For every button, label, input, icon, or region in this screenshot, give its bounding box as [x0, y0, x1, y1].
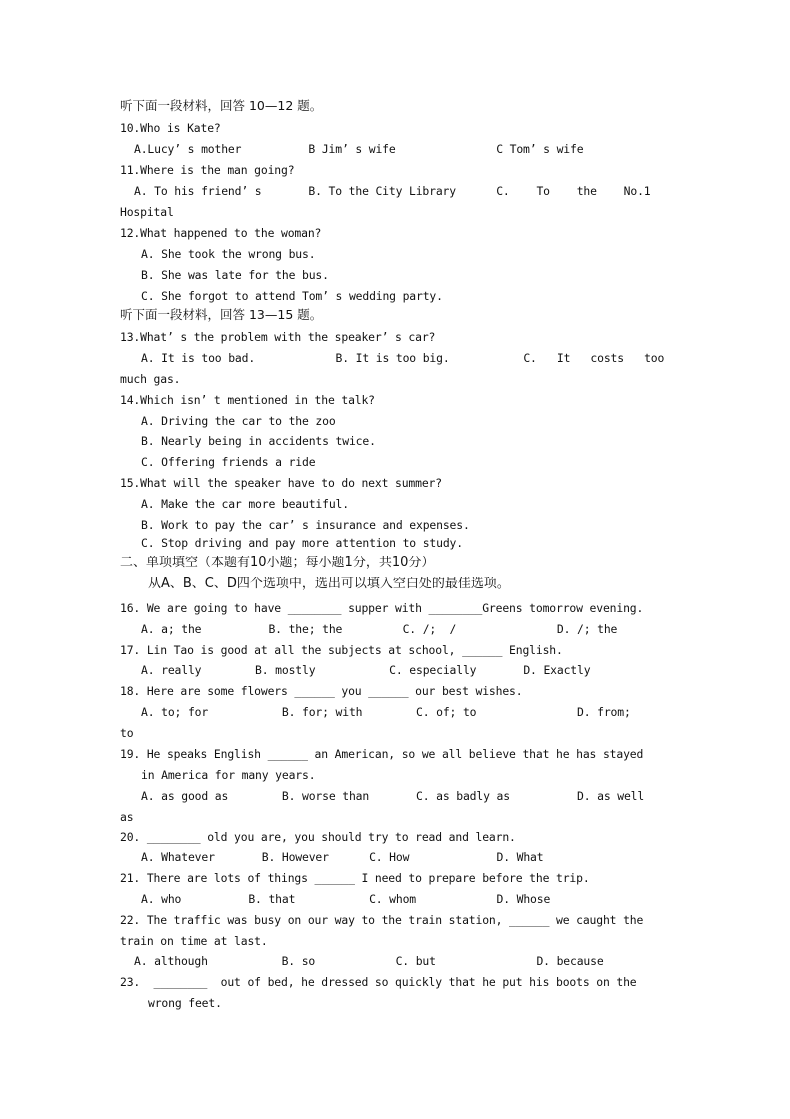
option-12-c: C. She forgot to attend Tom’ s wedding party. [141, 289, 443, 303]
option-14-a: A. Driving the car to the zoo [141, 414, 336, 428]
options-16: A. a; the B. the; the C. /; / D. /; the [141, 622, 618, 636]
options-13: A. It is too bad. B. It is too big. C. It costs too [141, 351, 665, 365]
options-19-wrap: as [120, 810, 134, 824]
question-11: 11.Where is the man going? [120, 163, 295, 177]
question-17: 17. Lin Tao is good at all the subjects at school, ______ English. [120, 643, 563, 657]
question-21: 21. There are lots of things ______ I need to prepare before the trip. [120, 871, 590, 885]
question-13: 13.What’ s the problem with the speaker’ s car? [120, 330, 436, 344]
question-19: 19. He speaks English ______ an American, so we all believe that he has stayed [120, 747, 644, 761]
options-20: A. Whatever B. However C. How D. What [141, 850, 544, 864]
question-20: 20. ________ old you are, you should try to read and learn. [120, 830, 516, 844]
question-22-wrap: train on time at last. [120, 934, 268, 948]
section-heading: 二、单项填空（本题有10小题；每小题1分，共10分） [120, 556, 435, 570]
question-22: 22. The traffic was busy on our way to the train station, ______ we caught the [120, 913, 644, 927]
question-14: 14.Which isn’ t mentioned in the talk? [120, 393, 375, 407]
listening-instruction: 听下面一段材料，回答 10—12 题。 [120, 99, 323, 113]
question-23-wrap: wrong feet. [148, 996, 222, 1010]
options-10: A.Lucy’ s mother B Jim’ s wife C Tom’ s wife [134, 142, 584, 156]
listening-instruction: 听下面一段材料，回答 13—15 题。 [120, 308, 323, 322]
question-23: 23. ________ out of bed, he dressed so quickly that he put his boots on the [120, 975, 637, 989]
section-instruction: 从A、B、C、D四个选项中，选出可以填入空白处的最佳选项。 [148, 577, 510, 591]
question-18: 18. Here are some flowers ______ you ______ our best wishes. [120, 684, 523, 698]
options-19: A. as good as B. worse than C. as badly as D. as well [141, 789, 645, 803]
option-15-b: B. Work to pay the car’ s insurance and expenses. [141, 518, 470, 532]
options-11: A. To his friend’ s B. To the City Library C. To the No.1 [134, 184, 651, 198]
option-14-c: C. Offering friends a ride [141, 455, 316, 469]
options-13-wrap: much gas. [120, 372, 181, 386]
options-18-wrap: to [120, 726, 134, 740]
options-21: A. who B. that C. whom D. Whose [141, 892, 551, 906]
question-19-wrap: in America for many years. [141, 768, 316, 782]
options-18: A. to; for B. for; with C. of; to D. from; [141, 705, 631, 719]
question-10: 10.Who is Kate? [120, 121, 221, 135]
option-12-b: B. She was late for the bus. [141, 268, 329, 282]
option-14-b: B. Nearly being in accidents twice. [141, 434, 376, 448]
question-15: 15.What will the speaker have to do next summer? [120, 476, 442, 490]
option-15-a: A. Make the car more beautiful. [141, 497, 349, 511]
question-16: 16. We are going to have ________ supper with ________Greens tomorrow evening. [120, 601, 644, 615]
options-11-wrap: Hospital [120, 205, 174, 219]
options-17: A. really B. mostly C. especially D. Exactly [141, 663, 591, 677]
options-22: A. although B. so C. but D. because [134, 954, 604, 968]
option-15-c: C. Stop driving and pay more attention to study. [141, 536, 463, 550]
question-12: 12.What happened to the woman? [120, 226, 322, 240]
option-12-a: A. She took the wrong bus. [141, 247, 316, 261]
